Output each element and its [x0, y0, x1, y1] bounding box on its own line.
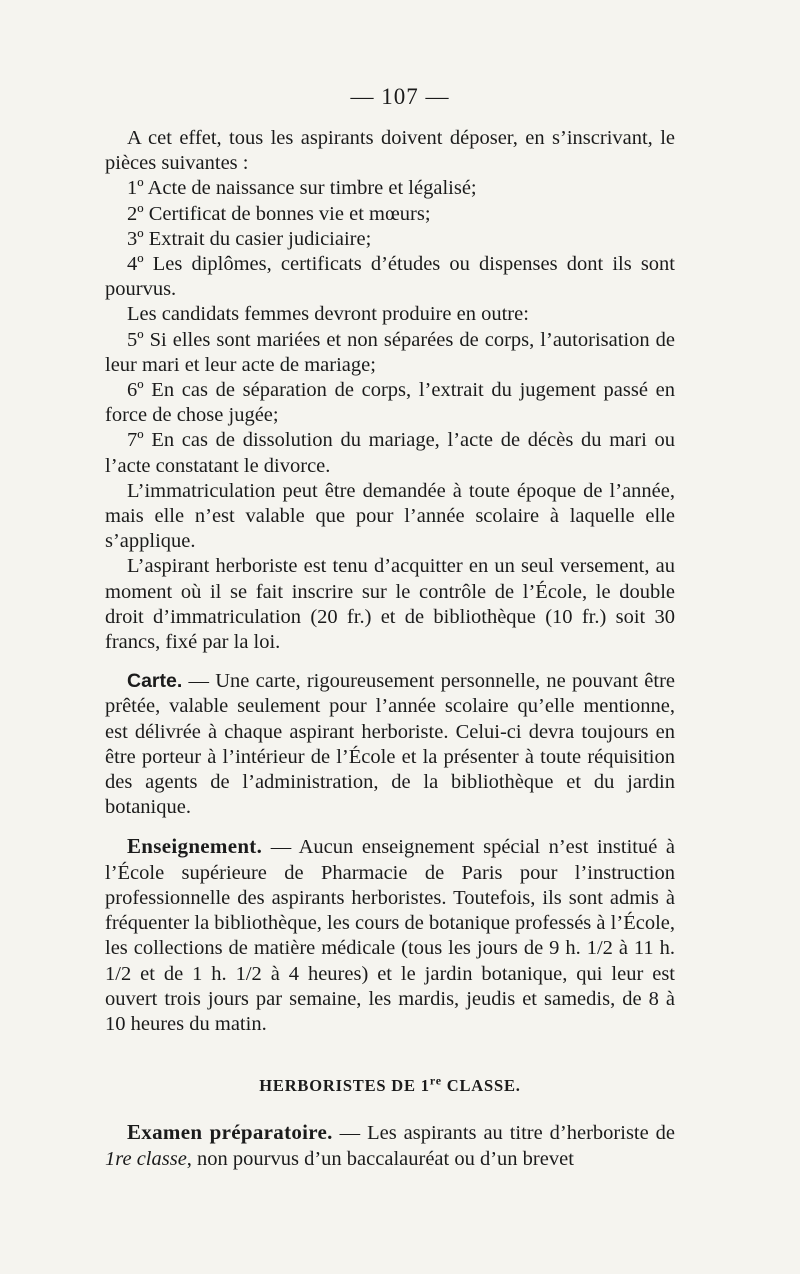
section-heading-carte: Carte.: [127, 670, 183, 693]
section-heading-enseignement: Enseignement.: [127, 834, 263, 859]
section-text-carte: — Une carte, rigoureusement personnelle, ne pouvant être prêtée, valable seulement pour l’année scolaire qu’elle mentionne, est délivrée à chaque aspirant herboriste. Celui-ci devra toujours en être porteur à l’intérieur de l’École et la présenter à toute réquisition des agents de l’administration, de la bibliothèque et du jardin botanique.: [105, 670, 675, 819]
section-text-examen-em: 1re classe: [105, 1147, 187, 1170]
section-enseignement: [105, 834, 675, 1037]
list-item-7: 7º En cas de dissolution du mariage, l’acte de décès du mari ou l’acte constatant le divorce.: [105, 429, 675, 477]
list-item-1: 1º Acte de naissance sur timbre et légalisé;: [127, 177, 477, 200]
class-heading-pre: HERBORISTES DE 1: [259, 1076, 430, 1096]
paragraph-fees: L’aspirant herboriste est tenu d’acquitter en un seul versement, au moment où il se fait inscrire sur le contrôle de l’École, le double droit d’immatriculation (20 fr.) et de bibliothèque (10 fr.) soit 30 francs, fixé par la loi.: [105, 555, 675, 654]
class-heading-sup: re: [429, 1073, 442, 1088]
list-item-2: 2º Certificat de bonnes vie et mœurs;: [127, 202, 431, 225]
page-number: — 107 —: [350, 84, 450, 109]
section-text-enseignement: — Aucun enseignement spécial n’est institué à l’École supérieure de Pharmacie de Paris pour l’instruction professionnelle des aspirants herboristes. Toutefois, ils sont admis à fréquenter la bibliothèque, les cours de botanique professés à l’École, les collections de matière médicale (tous les jours de 9 h. 1/2 à 11 h. 1/2 et de 1 h. 1/2 à 4 heures) et le jardin botanique, qui leur est ouvert trois jours par semaine, les mardis, jeudis et samedis, de 8 à 10 heures du matin.: [105, 836, 675, 1035]
paragraph-women: Les candidats femmes devront produire en outre:: [127, 303, 529, 326]
list-item-4: 4º Les diplômes, certificats d’études ou dispenses dont ils sont pourvus.: [105, 253, 675, 301]
section-text-examen-a: — Les aspirants au titre d’herboriste de: [332, 1122, 675, 1145]
section-examen: [105, 1120, 675, 1171]
paragraph-immatriculation: L’immatriculation peut être demandée à toute époque de l’année, mais elle n’est valable que pour l’année scolaire à laquelle elle s’applique.: [105, 479, 675, 553]
section-heading-examen: Examen préparatoire.: [127, 1120, 333, 1145]
section-text-examen-b: , non pourvus d’un baccalauréat ou d’un brevet: [186, 1147, 574, 1170]
class-heading: [105, 1073, 675, 1098]
section-carte: [105, 669, 675, 820]
class-heading-post: CLASSE.: [441, 1076, 521, 1096]
list-item-6: 6º En cas de séparation de corps, l’extrait du jugement passé en force de chose jugée;: [105, 379, 675, 427]
list-item-5: 5º Si elles sont mariées et non séparées de corps, l’autorisation de leur mari et leur acte de mariage;: [105, 328, 675, 376]
body-text: [105, 126, 675, 1172]
paragraph-intro: A cet effet, tous les aspirants doivent déposer, en s’inscrivant, le pièces suivantes :: [105, 127, 675, 175]
list-item-3: 3º Extrait du casier judiciaire;: [127, 227, 372, 250]
